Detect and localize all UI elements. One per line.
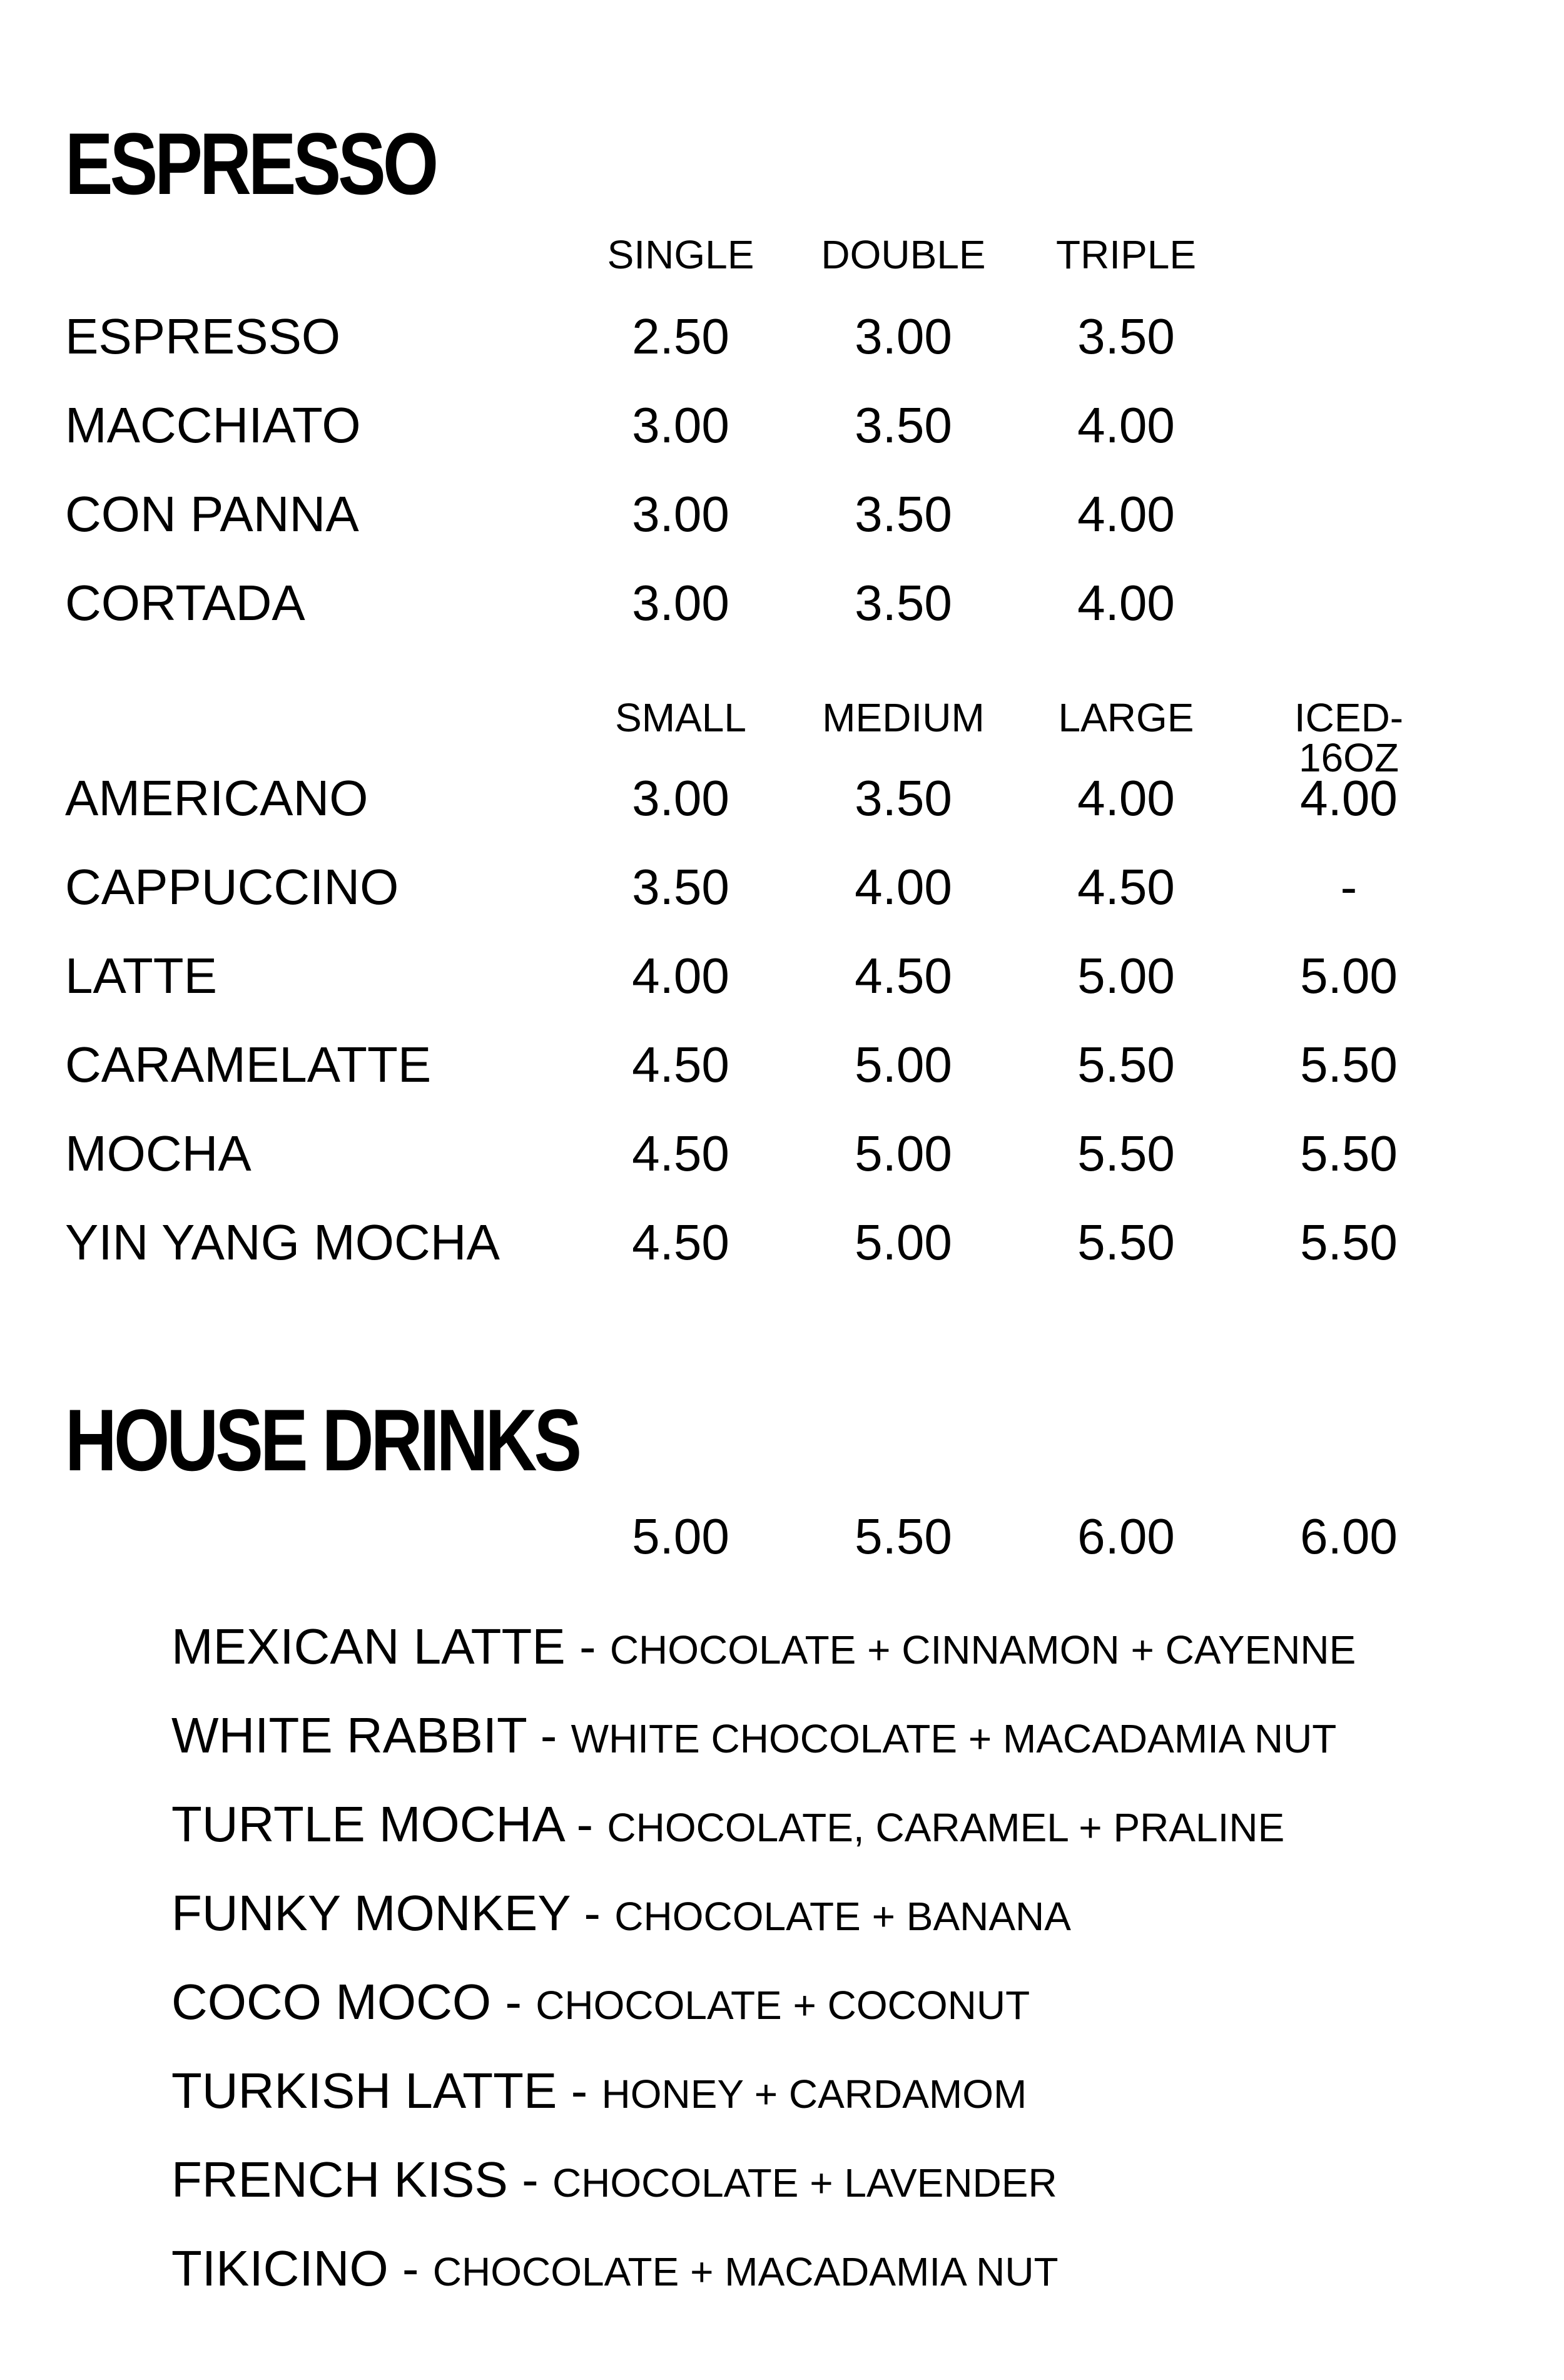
house-drinks-heading: HOUSE DRINKS — [65, 1391, 579, 1489]
column-header-medium: MEDIUM — [822, 695, 985, 740]
house-drink-description: CHOCOLATE + CINNAMON + CAYENNE — [609, 1627, 1356, 1672]
menu-item-price: 5.50 — [1300, 1214, 1398, 1270]
menu-item-name: CAPPUCCINO — [65, 859, 399, 915]
menu-item-price: - — [1340, 859, 1358, 915]
house-drink-separator: - — [570, 1885, 615, 1941]
house-drink-separator: - — [557, 2063, 602, 2118]
menu-item-price: 4.50 — [632, 1214, 729, 1270]
menu-item-name: CORTADA — [65, 575, 305, 631]
house-drink-description: CHOCOLATE + BANANA — [614, 1894, 1071, 1939]
house-drink-item — [171, 1619, 1356, 1674]
menu-item-price: 4.00 — [632, 948, 729, 1004]
menu-item-price: 3.00 — [632, 770, 729, 826]
house-drink-name: COCO MOCO — [171, 1974, 492, 2030]
menu-item-price: 4.00 — [1077, 575, 1175, 631]
menu-item-price: 5.50 — [1077, 1126, 1175, 1181]
menu-item-price: 3.00 — [855, 308, 952, 364]
menu-item-price: 5.00 — [855, 1126, 952, 1181]
menu-item-price: 3.50 — [1077, 308, 1175, 364]
menu-item-price: 5.50 — [1300, 1126, 1398, 1181]
menu-item-price: 3.00 — [632, 397, 729, 453]
house-drink-separator: - — [565, 1619, 610, 1674]
menu-item-name: CARAMELATTE — [65, 1037, 432, 1092]
house-drink-name: FRENCH KISS — [171, 2152, 508, 2207]
menu-item-name: ESPRESSO — [65, 308, 341, 364]
menu-item-price: 4.00 — [1300, 770, 1398, 826]
house-drink-price: 6.00 — [1077, 1508, 1175, 1564]
espresso-heading: ESPRESSO — [65, 114, 436, 213]
house-drink-description: CHOCOLATE + LAVENDER — [552, 2160, 1057, 2205]
menu-item-price: 5.00 — [1077, 948, 1175, 1004]
house-drink-separator: - — [491, 1974, 536, 2030]
column-header-small: SMALL — [615, 695, 746, 740]
house-drink-separator: - — [388, 2240, 433, 2296]
menu-item-price: 3.50 — [632, 859, 729, 915]
house-drink-separator: - — [507, 2152, 552, 2207]
house-drink-separator: - — [562, 1796, 607, 1852]
menu-item-price: 3.00 — [632, 575, 729, 631]
house-drink-price: 5.00 — [632, 1508, 729, 1564]
menu-item-price: 2.50 — [632, 308, 729, 364]
menu-item-price: 4.00 — [1077, 770, 1175, 826]
menu-item-price: 5.00 — [1300, 948, 1398, 1004]
menu-item-price: 4.50 — [632, 1037, 729, 1092]
menu-item-price: 5.50 — [1077, 1037, 1175, 1092]
menu-item-price: 5.50 — [1077, 1214, 1175, 1270]
house-drink-price: 5.50 — [855, 1508, 952, 1564]
menu-item-name: YIN YANG MOCHA — [65, 1214, 500, 1270]
house-drink-description: WHITE CHOCOLATE + MACADAMIA NUT — [571, 1716, 1337, 1761]
menu-item-name: LATTE — [65, 948, 218, 1004]
menu-item-price: 3.50 — [855, 575, 952, 631]
menu-item-price: 3.50 — [855, 770, 952, 826]
house-drink-item — [171, 1796, 1285, 1852]
house-drink-description: CHOCOLATE + COCONUT — [536, 1983, 1030, 2028]
house-drink-item — [171, 2240, 1059, 2296]
menu-item-price: 5.00 — [855, 1037, 952, 1092]
menu-item-price: 4.50 — [1077, 859, 1175, 915]
house-drink-item — [171, 2063, 1027, 2118]
column-header-iced-16oz: ICED-16OZ — [1294, 695, 1404, 780]
menu-item-price: 5.50 — [1300, 1037, 1398, 1092]
column-header-double: DOUBLE — [821, 232, 986, 277]
menu-item-price: 4.50 — [855, 948, 952, 1004]
menu-item-price: 5.00 — [855, 1214, 952, 1270]
house-drink-separator: - — [526, 1707, 571, 1763]
menu-item-name: AMERICANO — [65, 770, 368, 826]
house-drink-item — [171, 1885, 1071, 1941]
menu-item-price: 4.00 — [1077, 486, 1175, 542]
house-drink-name: FUNKY MONKEY — [171, 1885, 571, 1941]
column-header-triple: TRIPLE — [1055, 232, 1197, 277]
menu-item-price: 4.00 — [1077, 397, 1175, 453]
menu-item-price: 4.00 — [855, 859, 952, 915]
house-drink-name: WHITE RABBIT — [171, 1707, 527, 1763]
house-drink-name: MEXICAN LATTE — [171, 1619, 566, 1674]
menu-item-price: 4.50 — [632, 1126, 729, 1181]
house-drink-name: TURKISH LATTE — [171, 2063, 557, 2118]
menu-item-price: 3.50 — [855, 486, 952, 542]
house-drink-price: 6.00 — [1300, 1508, 1398, 1564]
menu-item-price: 3.00 — [632, 486, 729, 542]
house-drink-description: CHOCOLATE + MACADAMIA NUT — [432, 2249, 1059, 2294]
house-drink-name: TURTLE MOCHA — [171, 1796, 563, 1852]
column-header-large: LARGE — [1058, 695, 1194, 740]
house-drink-name: TIKICINO — [171, 2240, 388, 2296]
house-drink-item — [171, 2152, 1057, 2207]
column-header-single: SINGLE — [607, 232, 754, 277]
menu-item-name: MOCHA — [65, 1126, 251, 1181]
house-drink-description: CHOCOLATE, CARAMEL + PRALINE — [607, 1805, 1285, 1850]
house-drink-item — [171, 1707, 1337, 1763]
house-drink-description: HONEY + CARDAMOM — [601, 2072, 1027, 2117]
menu-item-price: 3.50 — [855, 397, 952, 453]
menu-item-name: MACCHIATO — [65, 397, 361, 453]
house-drink-item — [171, 1974, 1030, 2030]
menu-item-name: CON PANNA — [65, 486, 359, 542]
